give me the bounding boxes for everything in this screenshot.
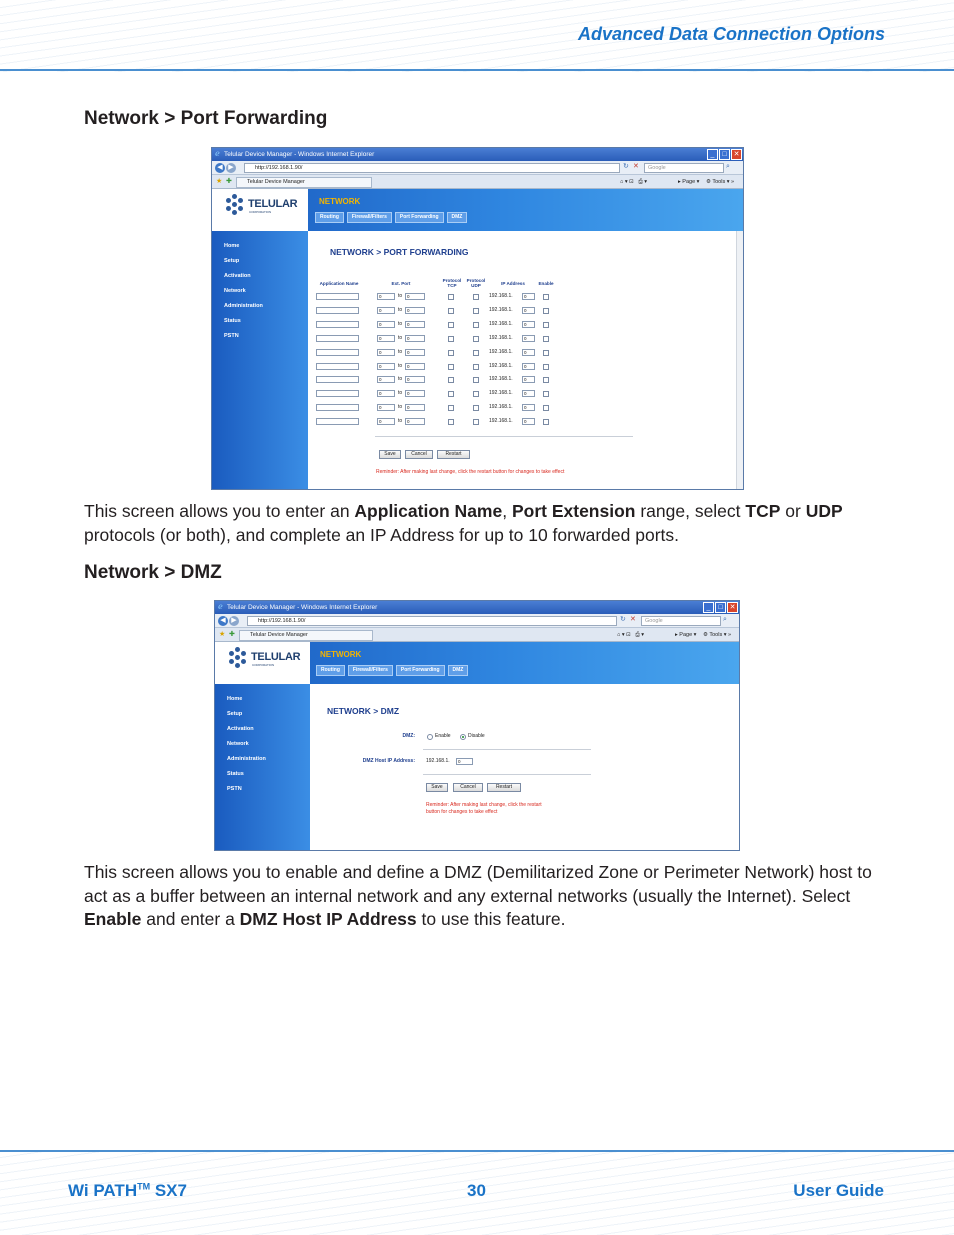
sidebar-item-activation[interactable]: Activation	[227, 726, 254, 732]
network-label: NETWORK	[320, 650, 362, 659]
footer-doc-type: User Guide	[793, 1181, 884, 1200]
tcp-checkbox[interactable]	[448, 322, 454, 328]
udp-checkbox[interactable]	[473, 377, 479, 383]
enable-checkbox[interactable]	[543, 350, 549, 356]
header-rule	[0, 69, 954, 71]
dmz-screenshot	[214, 600, 740, 851]
enable-checkbox[interactable]	[543, 308, 549, 314]
port-forwarding-title: NETWORK > PORT FORWARDING	[330, 247, 469, 257]
sidebar-item-network[interactable]: Network	[227, 741, 249, 747]
ip-last-octet-input[interactable]: 0	[522, 335, 535, 342]
tcp-checkbox[interactable]	[448, 294, 454, 300]
ip-last-octet-input[interactable]: 0	[522, 293, 535, 300]
ext-port-to-input[interactable]: 0	[405, 390, 425, 397]
browser-title: Telular Device Manager - Windows Internet Explorer	[227, 604, 378, 611]
ext-port-from-input[interactable]: 0	[377, 390, 395, 397]
table-row	[212, 335, 743, 343]
table-row	[212, 307, 743, 315]
to-label: to	[398, 418, 403, 425]
to-label: to	[398, 348, 403, 355]
tab-bar	[212, 175, 743, 189]
enable-checkbox[interactable]	[543, 377, 549, 383]
enable-checkbox[interactable]	[543, 322, 549, 328]
ip-prefix: 192.168.1.	[489, 404, 513, 411]
to-label: to	[398, 293, 403, 299]
tcp-checkbox[interactable]	[448, 364, 454, 370]
browser-title: Telular Device Manager - Windows Internet Explorer	[224, 151, 375, 158]
logo-dots-icon	[227, 647, 249, 669]
udp-checkbox[interactable]	[473, 391, 479, 397]
tools-menu[interactable]: ⚙ Tools ▾ »	[706, 179, 735, 185]
restart-button[interactable]: Restart	[487, 783, 521, 792]
ip-last-octet-input[interactable]: 0	[522, 363, 535, 370]
header-title: Advanced Data Connection Options	[577, 24, 885, 44]
page-number: 30	[467, 1181, 486, 1200]
table-row	[212, 321, 743, 329]
reminder-text	[426, 802, 596, 815]
to-label: to	[398, 376, 403, 383]
minimize-icon[interactable]: _	[703, 602, 714, 613]
section-heading-port-forwarding: Network > Port Forwarding	[84, 108, 328, 129]
tab-firewall-filters[interactable]: Firewall/Filters	[348, 665, 393, 676]
logo-dots-icon	[224, 194, 246, 216]
tcp-checkbox[interactable]	[448, 350, 454, 356]
favorites-star-icon[interactable]: ★	[219, 631, 226, 638]
application-name-input[interactable]	[316, 390, 359, 397]
ext-port-from-input[interactable]: 0	[377, 293, 395, 300]
tab-port-forwarding[interactable]: Port Forwarding	[396, 665, 445, 676]
sidebar-item-status[interactable]: Status	[227, 771, 244, 777]
maximize-icon[interactable]: □	[719, 149, 730, 160]
app-banner	[215, 642, 739, 684]
ext-port-from-input[interactable]: 0	[377, 335, 395, 342]
logo-sub: CORPORATION	[249, 210, 272, 214]
telular-logo	[212, 189, 308, 231]
network-tabs	[316, 665, 468, 676]
browser-tab[interactable]: Telular Device Manager	[236, 177, 372, 188]
network-label: NETWORK	[319, 197, 361, 206]
ip-prefix: 192.168.1.	[489, 306, 513, 313]
dmz-enable-label: Enable	[435, 733, 451, 739]
ext-port-from-input[interactable]: 0	[377, 418, 395, 425]
ext-port-from-input[interactable]: 0	[377, 307, 395, 314]
to-label: to	[398, 320, 403, 327]
ip-prefix: 192.168.1.	[489, 390, 513, 397]
tcp-checkbox[interactable]	[448, 405, 454, 411]
udp-checkbox[interactable]	[473, 419, 479, 425]
udp-checkbox[interactable]	[473, 336, 479, 342]
application-name-input[interactable]	[316, 293, 359, 300]
browser-titlebar	[215, 601, 739, 614]
dmz-disable-label: Disable	[468, 733, 485, 739]
search-icon[interactable]: ⌕	[726, 163, 730, 170]
application-name-input[interactable]	[316, 321, 359, 328]
window-buttons	[707, 149, 742, 160]
page-footer	[0, 1150, 954, 1235]
ip-prefix: 192.168.1.	[489, 376, 513, 383]
section1-paragraph: This screen allows you to enter an Application Name, Port Extension range, select TCP or UDP protocols (or both), and complete an IP Address for up to 10 forwarded ports.	[84, 501, 843, 545]
section2-paragraph: This screen allows you to enable and define a DMZ (Demilitarized Zone or Perimeter Network) host to act as a buffer between an internal network and any external networks (usually the Internet). Select Enable and enter a DMZ Host IP Address to use this feature.	[84, 862, 872, 929]
sidebar-item-administration[interactable]: Administration	[227, 756, 266, 762]
separator	[423, 774, 591, 775]
app-content	[212, 189, 743, 489]
telular-logo	[215, 642, 310, 684]
enable-checkbox[interactable]	[543, 391, 549, 397]
to-label: to	[398, 404, 403, 411]
table-row	[212, 418, 743, 426]
udp-checkbox[interactable]	[473, 294, 479, 300]
ip-prefix: 192.168.1.	[489, 362, 513, 369]
ip-prefix: 192.168.1.	[489, 418, 513, 425]
udp-checkbox[interactable]	[473, 322, 479, 328]
sidebar-item-home[interactable]: Home	[227, 696, 243, 702]
dmz-ip-prefix: 192.168.1.	[426, 758, 450, 764]
udp-checkbox[interactable]	[473, 364, 479, 370]
dmz-title: NETWORK > DMZ	[327, 706, 400, 716]
to-label: to	[398, 362, 403, 369]
dmz-enable-radio[interactable]	[427, 734, 433, 740]
table-row	[212, 376, 743, 384]
ie-icon: ℯ	[218, 602, 223, 611]
ext-port-to-input[interactable]: 0	[405, 349, 425, 356]
ie-icon: ℯ	[215, 149, 220, 158]
scrollbar[interactable]	[736, 231, 743, 489]
stop-icon[interactable]: ✕	[633, 163, 639, 170]
to-label: to	[398, 390, 403, 397]
col-application-name: Application Name	[319, 281, 359, 286]
ext-port-to-input[interactable]: 0	[405, 363, 425, 370]
tools-menu[interactable]: ⚙ Tools ▾ »	[703, 632, 732, 638]
save-button[interactable]: Save	[426, 783, 448, 792]
tcp-checkbox[interactable]	[448, 336, 454, 342]
footer-rule	[0, 1150, 954, 1152]
application-name-input[interactable]	[316, 418, 359, 425]
restart-button[interactable]: Restart	[437, 450, 470, 459]
ip-last-octet-input[interactable]: 0	[522, 404, 535, 411]
ip-prefix: 192.168.1.	[489, 348, 513, 355]
section-heading-dmz: Network > DMZ	[84, 562, 222, 583]
save-button[interactable]: Save	[379, 450, 401, 459]
network-tabs	[315, 212, 467, 223]
tab-routing[interactable]: Routing	[316, 665, 345, 676]
ext-port-to-input[interactable]: 0	[405, 376, 425, 383]
dmz-host-ip-input[interactable]: 0	[456, 758, 473, 765]
tab-dmz[interactable]: DMZ	[448, 665, 469, 676]
ip-last-octet-input[interactable]: 0	[522, 376, 535, 383]
stop-icon[interactable]: ✕	[630, 616, 636, 623]
browser-titlebar	[212, 148, 743, 161]
tcp-checkbox[interactable]	[448, 308, 454, 314]
ext-port-from-input[interactable]: 0	[377, 404, 395, 411]
toolbar-icons: ⌂ ▾ ⊡ ⎙ ▾	[617, 632, 645, 638]
enable-checkbox[interactable]	[543, 419, 549, 425]
ip-prefix: 192.168.1.	[489, 334, 513, 341]
close-icon[interactable]: ✕	[731, 149, 742, 160]
address-bar	[215, 614, 739, 628]
table-row	[212, 293, 743, 301]
ext-port-from-input[interactable]: 0	[377, 376, 395, 383]
to-label: to	[398, 334, 403, 341]
page-menu[interactable]: ▸ Page ▾	[678, 179, 700, 185]
browser-tab[interactable]: Telular Device Manager	[239, 630, 373, 641]
ip-last-octet-input[interactable]: 0	[522, 307, 535, 314]
sidebar	[215, 684, 310, 850]
minimize-icon[interactable]: _	[707, 149, 718, 160]
application-name-input[interactable]	[316, 404, 359, 411]
ext-port-to-input[interactable]: 0	[405, 404, 425, 411]
ext-port-to-input[interactable]: 0	[405, 418, 425, 425]
ip-prefix: 192.168.1.	[489, 320, 513, 327]
ext-port-from-input[interactable]: 0	[377, 363, 395, 370]
reminder-line-1: Reminder: After making last change, click the restart	[426, 802, 542, 808]
cancel-button[interactable]: Cancel	[453, 783, 483, 792]
dmz-label: DMZ:	[402, 733, 415, 739]
refresh-icon[interactable]: ↻	[620, 616, 626, 623]
add-favorites-icon[interactable]: ✚	[229, 631, 235, 638]
cancel-button[interactable]: Cancel	[405, 450, 433, 459]
enable-checkbox[interactable]	[543, 294, 549, 300]
logo-text: TELULAR	[251, 651, 301, 663]
enable-checkbox[interactable]	[543, 364, 549, 370]
col-protocol-tcp: Protocol TCP	[442, 278, 462, 288]
table-row	[212, 363, 743, 371]
application-name-input[interactable]	[316, 349, 359, 356]
back-icon[interactable]: ◀	[218, 616, 228, 626]
sidebar-item-home[interactable]: Home	[224, 243, 240, 249]
sidebar-item-setup[interactable]: Setup	[227, 711, 243, 717]
ip-last-octet-input[interactable]: 0	[522, 418, 535, 425]
enable-checkbox[interactable]	[543, 405, 549, 411]
ext-port-from-input[interactable]: 0	[377, 321, 395, 328]
ip-last-octet-input[interactable]: 0	[522, 321, 535, 328]
forward-icon[interactable]: ▶	[226, 163, 236, 173]
ip-last-octet-input[interactable]: 0	[522, 349, 535, 356]
tcp-checkbox[interactable]	[448, 419, 454, 425]
back-icon[interactable]: ◀	[215, 163, 225, 173]
application-name-input[interactable]	[316, 363, 359, 370]
footer-product: Wi PATH™ SX7	[68, 1181, 187, 1200]
search-input[interactable]: Google	[641, 616, 721, 626]
app-content	[215, 642, 739, 850]
close-icon[interactable]: ✕	[727, 602, 738, 613]
maximize-icon[interactable]: □	[715, 602, 726, 613]
app-banner	[212, 189, 743, 231]
table-row	[212, 404, 743, 412]
page-header	[0, 0, 954, 72]
dmz-host-ip-label: DMZ Host IP Address:	[362, 758, 415, 764]
ip-prefix: 192.168.1.	[489, 293, 513, 299]
ext-port-to-input[interactable]: 0	[405, 335, 425, 342]
col-protocol-udp: Protocol UDP	[466, 278, 486, 288]
to-label: to	[398, 306, 403, 313]
tab-routing[interactable]: Routing	[315, 212, 344, 223]
refresh-icon[interactable]: ↻	[623, 163, 629, 170]
url-input[interactable]: http://192.168.1.90/	[244, 163, 620, 173]
separator	[423, 749, 591, 750]
address-bar	[212, 161, 743, 175]
enable-checkbox[interactable]	[543, 336, 549, 342]
ext-port-to-input[interactable]: 0	[405, 307, 425, 314]
sidebar-item-status[interactable]: Status	[224, 318, 241, 324]
toolbar-icons: ⌂ ▾ ⊡ ⎙ ▾	[620, 179, 648, 185]
tcp-checkbox[interactable]	[448, 391, 454, 397]
ext-port-to-input[interactable]: 0	[405, 321, 425, 328]
sidebar-item-setup[interactable]: Setup	[224, 258, 240, 264]
url-input[interactable]: http://192.168.1.90/	[247, 616, 617, 626]
favorites-star-icon[interactable]: ★	[216, 178, 223, 185]
ip-last-octet-input[interactable]: 0	[522, 390, 535, 397]
reminder-line-2: button for changes to take effect	[426, 808, 498, 815]
application-name-input[interactable]	[316, 335, 359, 342]
sidebar-item-pstn[interactable]: PSTN	[227, 786, 242, 792]
application-name-input[interactable]	[316, 307, 359, 314]
reminder-text: Reminder: After making last change, click the restart button for changes to take effect	[376, 469, 565, 475]
col-ip-address: IP Address	[501, 281, 525, 286]
sidebar	[212, 231, 308, 489]
search-icon[interactable]: ⌕	[723, 616, 727, 623]
tab-firewall-filters[interactable]: Firewall/Filters	[347, 212, 392, 223]
logo-text: TELULAR	[248, 198, 298, 210]
table-row	[212, 349, 743, 357]
application-name-input[interactable]	[316, 376, 359, 383]
tab-port-forwarding[interactable]: Port Forwarding	[395, 212, 444, 223]
sidebar-item-administration[interactable]: Administration	[224, 303, 263, 309]
add-favorites-icon[interactable]: ✚	[226, 178, 232, 185]
ext-port-to-input[interactable]: 0	[405, 293, 425, 300]
separator	[375, 436, 633, 437]
udp-checkbox[interactable]	[473, 350, 479, 356]
sidebar-item-pstn[interactable]: PSTN	[224, 333, 239, 339]
sidebar-item-activation[interactable]: Activation	[224, 273, 251, 279]
window-buttons	[703, 602, 738, 613]
table-row	[212, 390, 743, 398]
udp-checkbox[interactable]	[473, 308, 479, 314]
tab-dmz[interactable]: DMZ	[447, 212, 468, 223]
dmz-disable-radio[interactable]	[460, 734, 466, 740]
page-menu[interactable]: ▸ Page ▾	[675, 632, 697, 638]
col-enable: Enable	[538, 281, 554, 286]
col-ext-port: Ext. Port	[391, 281, 411, 286]
tab-bar	[215, 628, 739, 642]
forward-icon[interactable]: ▶	[229, 616, 239, 626]
tcp-checkbox[interactable]	[448, 377, 454, 383]
search-input[interactable]: Google	[644, 163, 724, 173]
port-forwarding-screenshot	[211, 147, 744, 490]
sidebar-item-network[interactable]: Network	[224, 288, 246, 294]
udp-checkbox[interactable]	[473, 405, 479, 411]
logo-sub: CORPORATION	[252, 663, 275, 667]
ext-port-from-input[interactable]: 0	[377, 349, 395, 356]
